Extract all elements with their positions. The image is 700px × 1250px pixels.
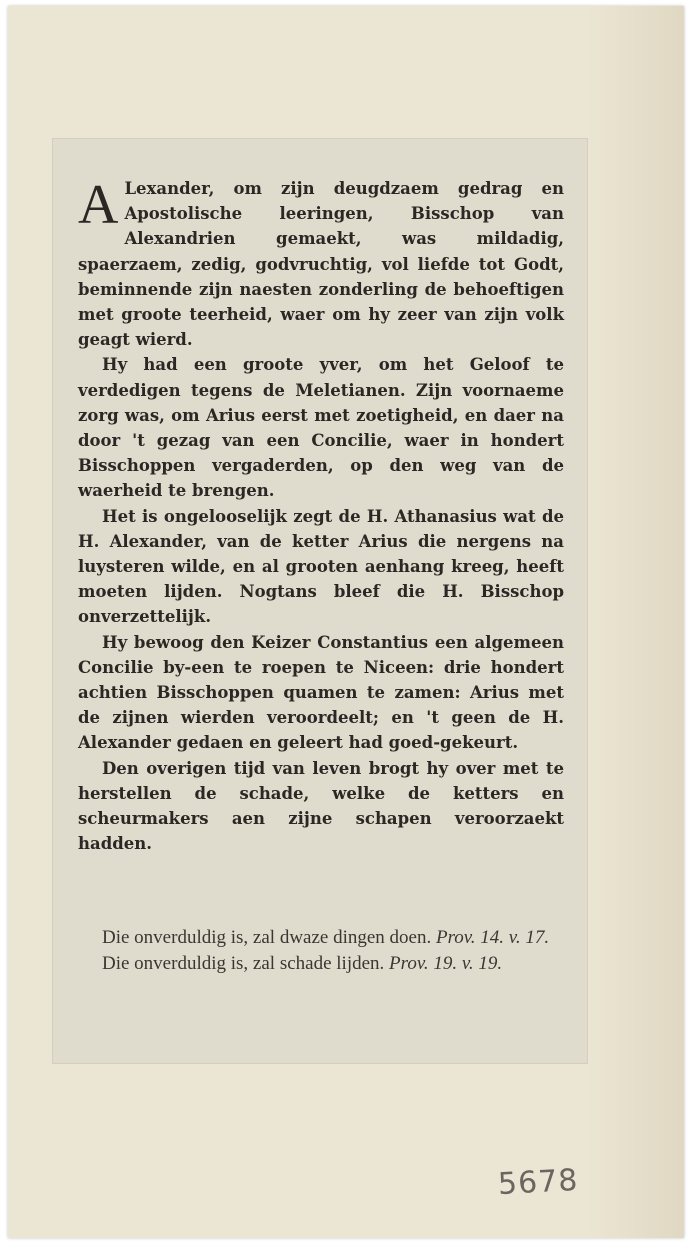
paragraph-3: Het is ongelooselijk zegt de H. Athanasius wat de H. Alexander, van de ketter Arius die nergens na luysteren wilde, en al grooten aenhang kreeg, heeft moeten lijden. Nogtans bleef die H. Bisschop onverzettelijk.: [78, 506, 564, 627]
paragraph-1-text: Lexander, om zijn deugdzaem gedrag en Apostolische leeringen, Bisschop van Alexandrien gemaekt, was mildadig, spaerzaem, zedig, godvruchtig, vol liefde tot Godt, beminnende zijn naesten zonderling de behoeftigen met groote teerheid, waer om hy zeer van zijn volk geagt wierd.: [78, 179, 564, 350]
paper-shadow: [588, 6, 684, 1238]
paragraph-2: Hy had een groote yver, om het Geloof te verdedigen tegens de Meletianen. Zijn voornaeme zorg was, om Arius eerst met zoetigheid, en daer na door 't gezag van een Concilie, waer in hondert Bisschoppen vergaderden, op den weg van de waerheid te brengen.: [78, 355, 564, 501]
proverb-2-ref: Prov. 19. v. 19.: [389, 952, 503, 974]
proverb-1-text: Die onverduldig is, zal dwaze dingen doen.: [102, 927, 432, 948]
drop-cap-initial: A: [78, 174, 119, 236]
proverb-1: [78, 925, 564, 951]
proverb-2: [78, 951, 564, 977]
proverb-quotes: [78, 925, 564, 976]
proverb-1-ref: Prov. 14. v. 17.: [435, 927, 550, 948]
main-text: [78, 176, 564, 856]
paragraph-4: Hy bewoog den Keizer Constantius een algemeen Concilie by-een te roepen te Niceen: drie hondert achtien Bisschoppen quamen te zamen: Arius met de zijnen wierden veroordeelt; en 't geen de H. Alexander gedaen en geleert had goed-gekeurt.: [78, 632, 564, 753]
paragraph-1: [78, 176, 564, 352]
proverb-2-text: Die onverduldig is, zal schade lijden.: [102, 952, 385, 974]
paragraph-5: Den overigen tijd van leven brogt hy over met te herstellen de schade, welke de ketters en scheurmakers aen zijne schapen veroorzaekt hadden.: [78, 758, 564, 854]
handwritten-inventory-number: 5678: [497, 1162, 580, 1203]
